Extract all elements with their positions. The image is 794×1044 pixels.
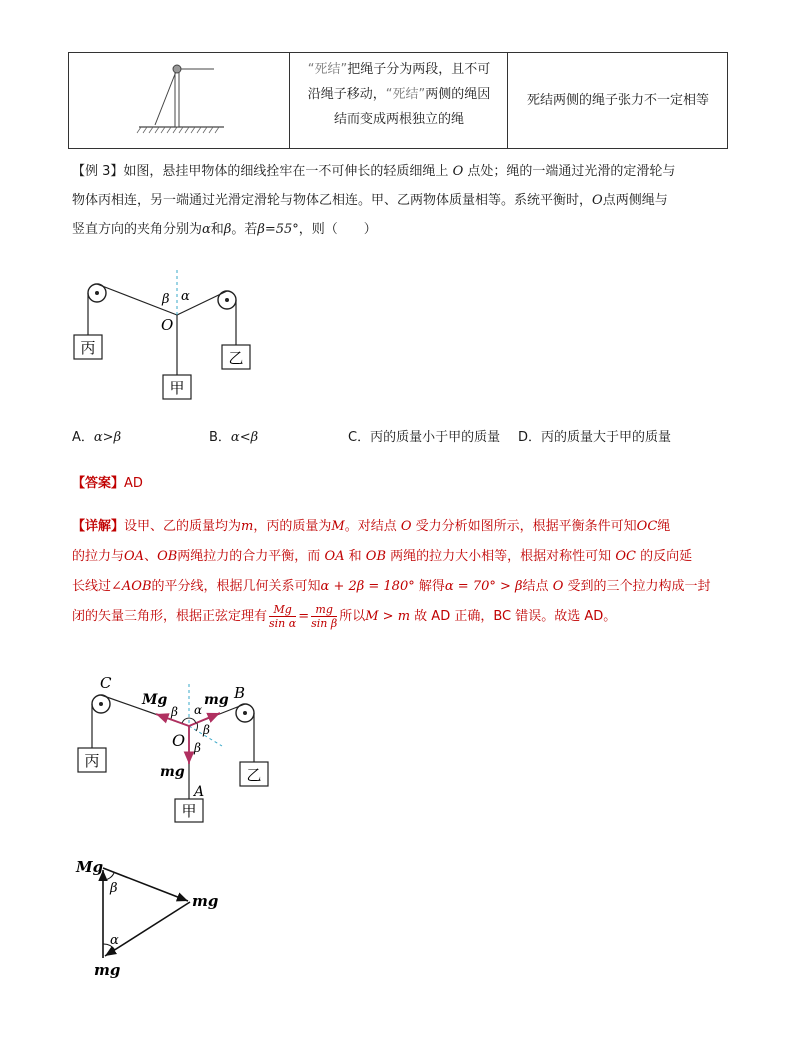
- explain-text: 和: [348, 549, 362, 564]
- comparison-table-row: [68, 52, 728, 149]
- table-cell-description: [291, 53, 507, 148]
- question-text: 点两侧绳与: [602, 193, 668, 208]
- explain-text: 两绳拉力的合力平衡，而: [177, 549, 321, 564]
- explain-text: ，丙的质量为: [253, 519, 332, 534]
- var-AOB: ∠AOB: [111, 579, 152, 594]
- answer-tag: 【答案】: [72, 476, 125, 491]
- force-mg-right-label: mg: [192, 892, 219, 910]
- fraction-numerator: mg: [311, 603, 337, 617]
- explain-text: 故 AD 正确，BC 错误。故选 AD。: [414, 609, 617, 624]
- explain-text: 的平分线，根据几何关系可知: [151, 579, 321, 594]
- force-Mg-label: Mg: [76, 858, 104, 876]
- option-b[interactable]: [209, 429, 258, 447]
- var-OB: OB: [157, 549, 178, 564]
- angle-alpha-label: α: [194, 703, 203, 717]
- explain-text: 两绳的拉力大小相等，根据对称性可知: [390, 549, 612, 564]
- var-O: O: [400, 519, 412, 534]
- point-label: O: [592, 193, 603, 208]
- explain-text: 受力分析如图所示，根据平衡条件可知: [415, 519, 637, 534]
- quoted-term: “死结”: [307, 62, 348, 77]
- fraction-denominator: sin α: [269, 617, 297, 630]
- inequality: M > m: [365, 609, 411, 624]
- example-tag: 【例 3】: [72, 164, 124, 179]
- table-text: 结而变成两根独立的绳: [333, 112, 464, 127]
- question-text: 和: [210, 222, 224, 237]
- explain-text: 绳: [657, 519, 671, 534]
- angle-beta-label: β: [162, 292, 170, 307]
- explain-text: 设甲、乙的质量均为: [124, 519, 242, 534]
- question-text: ，则（ ）: [298, 222, 377, 237]
- angle-beta-label: β: [203, 723, 210, 737]
- force-Mg-label: Mg: [142, 692, 168, 708]
- box-bing-label: 丙: [84, 752, 100, 770]
- force-analysis-figure: [70, 664, 300, 824]
- box-yi-label: 乙: [246, 766, 262, 784]
- example-question: [72, 157, 732, 244]
- point-label: O: [452, 164, 464, 179]
- table-divider: [507, 53, 508, 148]
- fraction-numerator: Mg: [269, 603, 296, 617]
- option-text: α>β: [93, 430, 122, 445]
- angle-alpha-label: α: [110, 933, 119, 948]
- fixed-knot-diagram: [129, 59, 289, 139]
- table-text: 沿绳子移动，: [307, 87, 386, 102]
- table-cell-conclusion: 死结两侧的绳子张力不一定相等: [526, 93, 709, 108]
- explain-tag: 【详解】: [72, 519, 125, 534]
- explain-text: 的拉力与: [72, 549, 125, 564]
- force-mg-bottom-label: mg: [94, 961, 121, 979]
- box-jia-label: 甲: [169, 379, 185, 397]
- answer-line: [72, 475, 143, 493]
- table-text: 把绳子分为两段，且不可: [347, 62, 491, 77]
- explain-text: 、: [144, 549, 158, 564]
- equation-2: α = 70° > β: [444, 579, 523, 594]
- explain-text: 长线过: [72, 579, 112, 594]
- box-bing-label: 丙: [80, 339, 96, 357]
- question-text: 。若: [231, 222, 258, 237]
- fraction-2: [311, 603, 337, 630]
- point-b-label: B: [234, 684, 246, 702]
- var-OB: OB: [365, 549, 387, 564]
- var-OA: OA: [124, 549, 145, 564]
- box-yi-label: 乙: [228, 349, 244, 367]
- pulley-system-figure: [70, 262, 260, 402]
- explain-text: 结点: [522, 579, 549, 594]
- option-a[interactable]: [72, 429, 121, 447]
- question-text: 如图，悬挂甲物体的细线拴牢在一不可伸长的轻质细绳上: [123, 164, 449, 179]
- point-o-label: O: [172, 731, 186, 750]
- vector-triangle-figure: [70, 850, 230, 990]
- option-text: α<β: [230, 430, 259, 445]
- angle-symbol: β: [223, 222, 232, 237]
- point-o-label: O: [161, 316, 174, 334]
- angle-beta-label: β: [110, 881, 118, 896]
- question-text: 竖直方向的夹角分别为: [72, 222, 203, 237]
- angle-beta-label: β: [171, 705, 178, 719]
- var-OA: OA: [324, 549, 345, 564]
- point-a-label: A: [194, 784, 205, 800]
- angle-symbol: α: [202, 222, 211, 237]
- fraction-denominator: sin β: [311, 617, 338, 630]
- explain-text: 解得: [418, 579, 445, 594]
- option-c[interactable]: C．丙的质量小于甲的质量: [348, 430, 501, 445]
- explanation: [72, 512, 742, 632]
- explain-text: 受到的三个拉力构成一封: [567, 579, 711, 594]
- quoted-term: “死结”: [385, 87, 426, 102]
- condition: β=55°: [257, 222, 299, 237]
- equation-1: α + 2β = 180°: [320, 579, 415, 594]
- fraction-1: [269, 603, 296, 630]
- table-text: 两侧的绳因: [425, 87, 491, 102]
- var-M: M: [331, 519, 345, 534]
- var-OC: OC: [636, 519, 658, 534]
- option-d[interactable]: D．丙的质量大于甲的质量: [518, 430, 672, 445]
- explain-text: 闭的矢量三角形，根据正弦定理有: [72, 609, 268, 624]
- option-label: A．: [72, 430, 94, 445]
- explain-text: 的反向延: [640, 549, 693, 564]
- question-text: 物体丙相连，另一端通过光滑定滑轮与物体乙相连。甲、乙两物体质量相等。系统平衡时，: [72, 193, 593, 208]
- table-divider: [289, 53, 290, 148]
- force-mg-right-label: mg: [204, 692, 229, 708]
- box-jia-label: 甲: [181, 802, 197, 820]
- point-c-label: C: [100, 674, 112, 692]
- force-mg-down-label: mg: [160, 764, 185, 780]
- explain-text: 所以: [339, 609, 366, 624]
- explain-text: 。对结点: [344, 519, 397, 534]
- answer-value: AD: [124, 476, 143, 491]
- angle-beta-label: β: [194, 741, 201, 755]
- angle-alpha-label: α: [181, 289, 190, 304]
- var-m: m: [241, 519, 254, 534]
- question-text: 点处；绳的一端通过光滑的定滑轮与: [467, 164, 676, 179]
- equals-sign: =: [298, 609, 310, 624]
- var-O: O: [552, 579, 564, 594]
- option-label: B．: [209, 430, 231, 445]
- var-OC: OC: [615, 549, 636, 564]
